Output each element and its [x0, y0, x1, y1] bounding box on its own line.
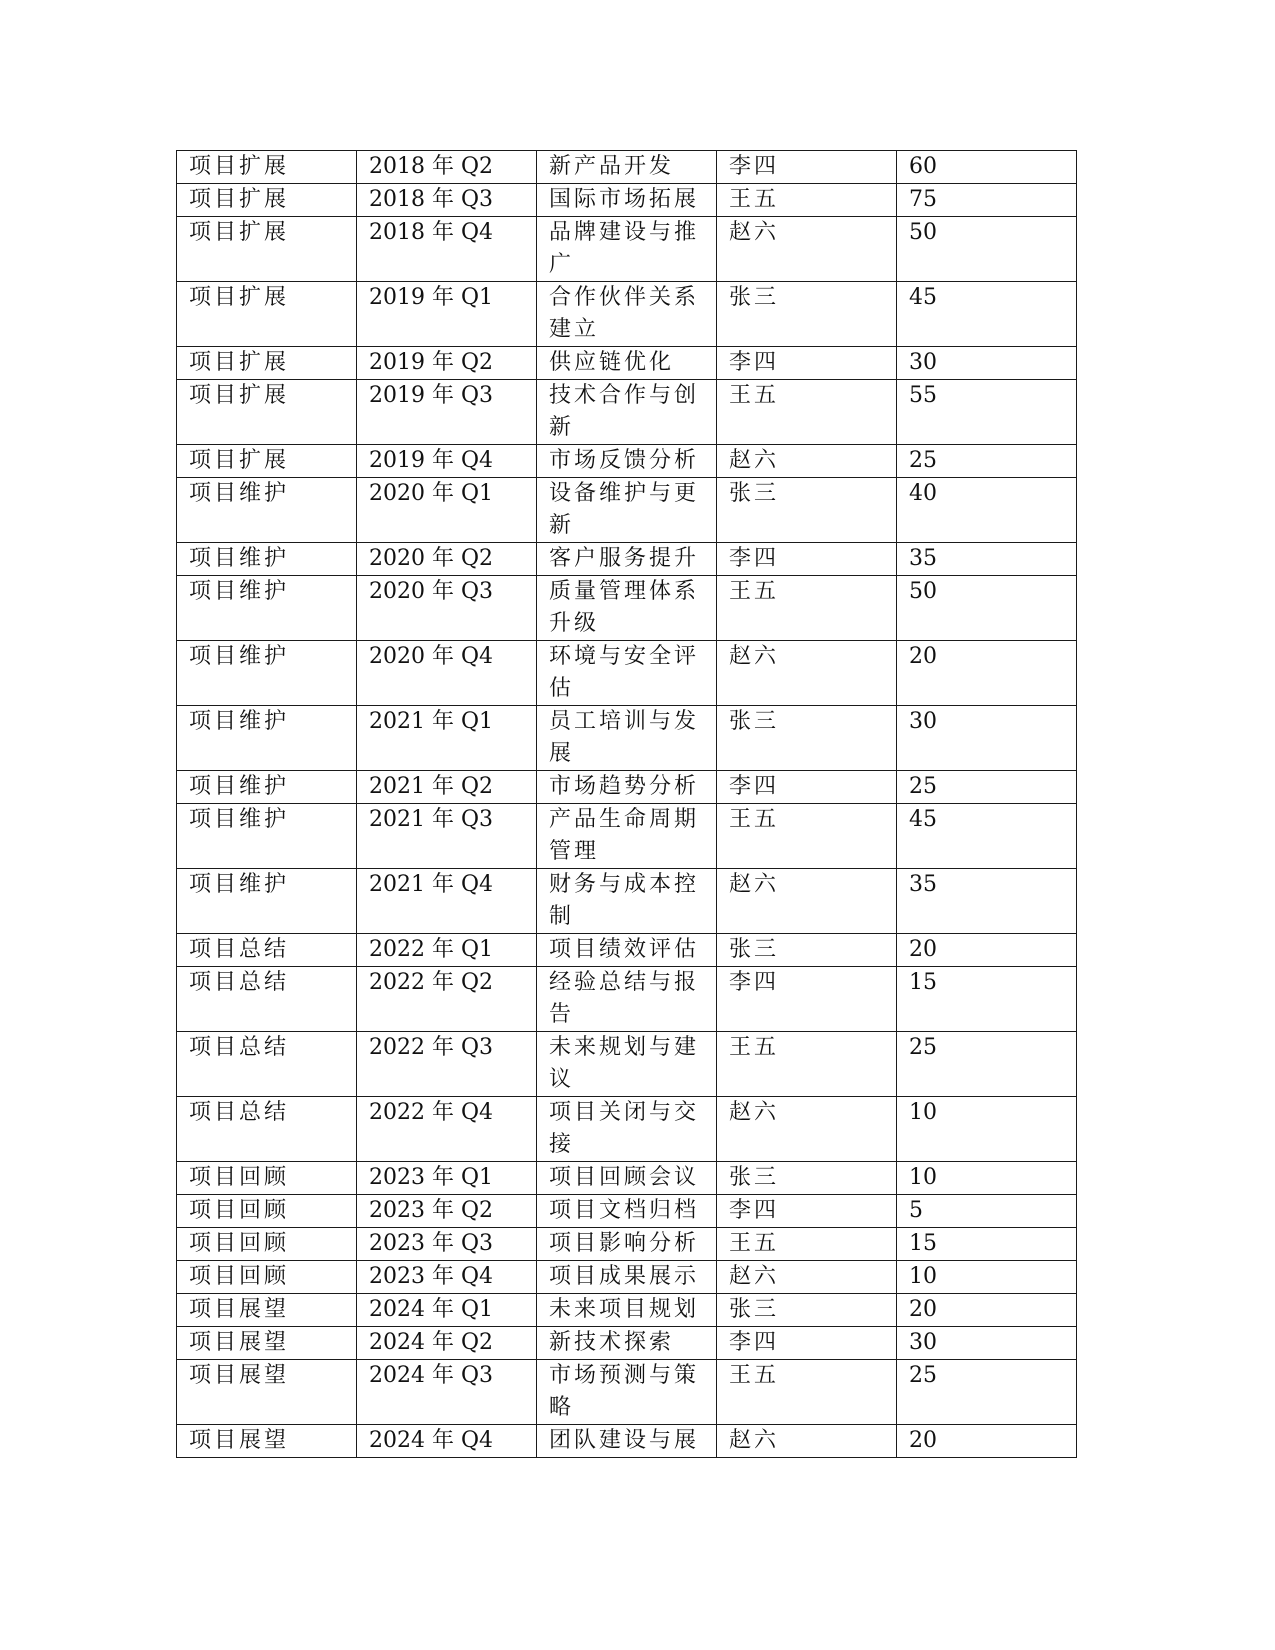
table-cell-value: 20: [897, 1425, 1077, 1458]
table-cell-quarter: 2024 年 Q4: [357, 1425, 537, 1458]
table-cell-value: 25: [897, 771, 1077, 804]
table-cell-quarter: 2020 年 Q3: [357, 576, 537, 641]
table-body: [177, 151, 1077, 1458]
table-row: [177, 184, 1077, 217]
table-cell-quarter: 2023 年 Q1: [357, 1162, 537, 1195]
table-cell-task: 国际市场拓展: [537, 184, 717, 217]
table-cell-owner: 王五: [717, 184, 897, 217]
table-row: [177, 445, 1077, 478]
table-cell-owner: 张三: [717, 282, 897, 347]
table-row: [177, 1425, 1077, 1458]
table-cell-task: 财务与成本控制: [537, 869, 717, 934]
table-cell-owner: 李四: [717, 543, 897, 576]
table-cell-value: 10: [897, 1162, 1077, 1195]
table-cell-task: 技术合作与创新: [537, 380, 717, 445]
table-cell-quarter: 2018 年 Q3: [357, 184, 537, 217]
table-cell-task: 经验总结与报告: [537, 967, 717, 1032]
table-row: [177, 282, 1077, 347]
table-cell-value: 30: [897, 347, 1077, 380]
table-cell-owner: 赵六: [717, 1097, 897, 1162]
table-cell-phase: 项目总结: [177, 1032, 357, 1097]
table-cell-phase: 项目扩展: [177, 282, 357, 347]
table-cell-quarter: 2019 年 Q4: [357, 445, 537, 478]
table-cell-task: 新产品开发: [537, 151, 717, 184]
table-cell-owner: 李四: [717, 1327, 897, 1360]
table-cell-quarter: 2022 年 Q3: [357, 1032, 537, 1097]
table-row: [177, 869, 1077, 934]
table-cell-task: 环境与安全评估: [537, 641, 717, 706]
table-cell-quarter: 2019 年 Q1: [357, 282, 537, 347]
table-cell-phase: 项目回顾: [177, 1228, 357, 1261]
table-row: [177, 1228, 1077, 1261]
table-cell-task: 设备维护与更新: [537, 478, 717, 543]
table-cell-value: 30: [897, 706, 1077, 771]
table-cell-owner: 赵六: [717, 1425, 897, 1458]
table-cell-phase: 项目总结: [177, 967, 357, 1032]
table-cell-task: 未来项目规划: [537, 1294, 717, 1327]
table-cell-phase: 项目展望: [177, 1294, 357, 1327]
table-cell-owner: 李四: [717, 347, 897, 380]
table-cell-task: 质量管理体系升级: [537, 576, 717, 641]
table-cell-task: 产品生命周期管理: [537, 804, 717, 869]
table-cell-value: 25: [897, 1032, 1077, 1097]
table-cell-value: 60: [897, 151, 1077, 184]
table-cell-value: 10: [897, 1261, 1077, 1294]
table-cell-owner: 李四: [717, 967, 897, 1032]
table-cell-quarter: 2024 年 Q3: [357, 1360, 537, 1425]
table-cell-owner: 王五: [717, 1360, 897, 1425]
table-cell-task: 项目文档归档: [537, 1195, 717, 1228]
table-cell-owner: 李四: [717, 1195, 897, 1228]
table-cell-value: 30: [897, 1327, 1077, 1360]
table-cell-value: 55: [897, 380, 1077, 445]
table-cell-phase: 项目扩展: [177, 217, 357, 282]
table-cell-owner: 王五: [717, 1228, 897, 1261]
project-schedule-table: [176, 150, 1077, 1458]
table-cell-value: 25: [897, 1360, 1077, 1425]
table-cell-value: 35: [897, 869, 1077, 934]
table-cell-owner: 张三: [717, 1162, 897, 1195]
table-cell-phase: 项目展望: [177, 1425, 357, 1458]
table-cell-phase: 项目展望: [177, 1327, 357, 1360]
table-cell-owner: 赵六: [717, 1261, 897, 1294]
table-cell-task: 项目绩效评估: [537, 934, 717, 967]
table-cell-value: 15: [897, 967, 1077, 1032]
table-cell-value: 5: [897, 1195, 1077, 1228]
table-cell-owner: 李四: [717, 771, 897, 804]
table-cell-quarter: 2019 年 Q2: [357, 347, 537, 380]
table-cell-task: 员工培训与发展: [537, 706, 717, 771]
table-cell-task: 合作伙伴关系建立: [537, 282, 717, 347]
table-row: [177, 151, 1077, 184]
table-cell-phase: 项目回顾: [177, 1195, 357, 1228]
table-cell-phase: 项目维护: [177, 771, 357, 804]
table-cell-value: 20: [897, 1294, 1077, 1327]
table-cell-phase: 项目维护: [177, 543, 357, 576]
table-row: [177, 1327, 1077, 1360]
table-cell-phase: 项目扩展: [177, 184, 357, 217]
table-row: [177, 1261, 1077, 1294]
table-cell-task: 项目回顾会议: [537, 1162, 717, 1195]
table-cell-quarter: 2018 年 Q4: [357, 217, 537, 282]
table-row: [177, 478, 1077, 543]
table-cell-task: 市场预测与策略: [537, 1360, 717, 1425]
table-cell-owner: 赵六: [717, 217, 897, 282]
table-cell-quarter: 2023 年 Q3: [357, 1228, 537, 1261]
table-row: [177, 1195, 1077, 1228]
table-cell-phase: 项目总结: [177, 1097, 357, 1162]
table-cell-phase: 项目回顾: [177, 1261, 357, 1294]
table-row: [177, 576, 1077, 641]
table-cell-owner: 赵六: [717, 641, 897, 706]
table-row: [177, 1032, 1077, 1097]
table-row: [177, 380, 1077, 445]
table-cell-owner: 张三: [717, 706, 897, 771]
table-cell-phase: 项目总结: [177, 934, 357, 967]
table-cell-phase: 项目回顾: [177, 1162, 357, 1195]
table-cell-owner: 张三: [717, 478, 897, 543]
table-cell-task: 供应链优化: [537, 347, 717, 380]
table-cell-quarter: 2021 年 Q3: [357, 804, 537, 869]
table-cell-owner: 赵六: [717, 445, 897, 478]
table-row: [177, 217, 1077, 282]
table-cell-task: 市场反馈分析: [537, 445, 717, 478]
table-cell-value: 45: [897, 282, 1077, 347]
table-cell-quarter: 2024 年 Q2: [357, 1327, 537, 1360]
table-cell-task: 品牌建设与推广: [537, 217, 717, 282]
table-cell-value: 50: [897, 217, 1077, 282]
table-cell-quarter: 2021 年 Q4: [357, 869, 537, 934]
table-row: [177, 641, 1077, 706]
table-cell-phase: 项目展望: [177, 1360, 357, 1425]
table-row: [177, 934, 1077, 967]
table-cell-task: 项目影响分析: [537, 1228, 717, 1261]
table-cell-value: 40: [897, 478, 1077, 543]
table-cell-task: 客户服务提升: [537, 543, 717, 576]
table-cell-phase: 项目维护: [177, 869, 357, 934]
table-cell-value: 35: [897, 543, 1077, 576]
table-cell-owner: 王五: [717, 576, 897, 641]
table-cell-owner: 王五: [717, 380, 897, 445]
table-row: [177, 543, 1077, 576]
table-row: [177, 1294, 1077, 1327]
table-cell-value: 10: [897, 1097, 1077, 1162]
table-cell-quarter: 2021 年 Q1: [357, 706, 537, 771]
table-cell-owner: 张三: [717, 934, 897, 967]
table-cell-quarter: 2020 年 Q1: [357, 478, 537, 543]
table-row: [177, 706, 1077, 771]
table-cell-phase: 项目扩展: [177, 347, 357, 380]
table-cell-value: 50: [897, 576, 1077, 641]
table-cell-task: 市场趋势分析: [537, 771, 717, 804]
table-cell-quarter: 2020 年 Q2: [357, 543, 537, 576]
table-cell-task: 新技术探索: [537, 1327, 717, 1360]
table-cell-owner: 王五: [717, 804, 897, 869]
table-cell-phase: 项目维护: [177, 804, 357, 869]
table-cell-quarter: 2023 年 Q4: [357, 1261, 537, 1294]
table-cell-phase: 项目扩展: [177, 380, 357, 445]
table-cell-owner: 张三: [717, 1294, 897, 1327]
table-row: [177, 967, 1077, 1032]
table-cell-quarter: 2021 年 Q2: [357, 771, 537, 804]
table-cell-owner: 赵六: [717, 869, 897, 934]
table-cell-task: 项目成果展示: [537, 1261, 717, 1294]
table-cell-owner: 李四: [717, 151, 897, 184]
table-cell-value: 15: [897, 1228, 1077, 1261]
table-cell-phase: 项目维护: [177, 478, 357, 543]
table-cell-value: 45: [897, 804, 1077, 869]
table-cell-quarter: 2019 年 Q3: [357, 380, 537, 445]
table-cell-phase: 项目维护: [177, 706, 357, 771]
table-row: [177, 347, 1077, 380]
table-cell-quarter: 2018 年 Q2: [357, 151, 537, 184]
table-cell-owner: 王五: [717, 1032, 897, 1097]
table-cell-quarter: 2020 年 Q4: [357, 641, 537, 706]
table-cell-phase: 项目维护: [177, 576, 357, 641]
table-cell-phase: 项目扩展: [177, 445, 357, 478]
table-cell-value: 25: [897, 445, 1077, 478]
table-cell-task: 未来规划与建议: [537, 1032, 717, 1097]
table-cell-value: 75: [897, 184, 1077, 217]
table-cell-quarter: 2022 年 Q2: [357, 967, 537, 1032]
table-row: [177, 1360, 1077, 1425]
table-cell-value: 20: [897, 641, 1077, 706]
table-cell-task: 团队建设与展: [537, 1425, 717, 1458]
table-cell-task: 项目关闭与交接: [537, 1097, 717, 1162]
table-cell-quarter: 2022 年 Q4: [357, 1097, 537, 1162]
table-cell-value: 20: [897, 934, 1077, 967]
table-cell-phase: 项目扩展: [177, 151, 357, 184]
table-row: [177, 1097, 1077, 1162]
table-cell-quarter: 2024 年 Q1: [357, 1294, 537, 1327]
table-cell-quarter: 2022 年 Q1: [357, 934, 537, 967]
table-row: [177, 1162, 1077, 1195]
table-cell-quarter: 2023 年 Q2: [357, 1195, 537, 1228]
table-row: [177, 771, 1077, 804]
table-cell-phase: 项目维护: [177, 641, 357, 706]
table-row: [177, 804, 1077, 869]
